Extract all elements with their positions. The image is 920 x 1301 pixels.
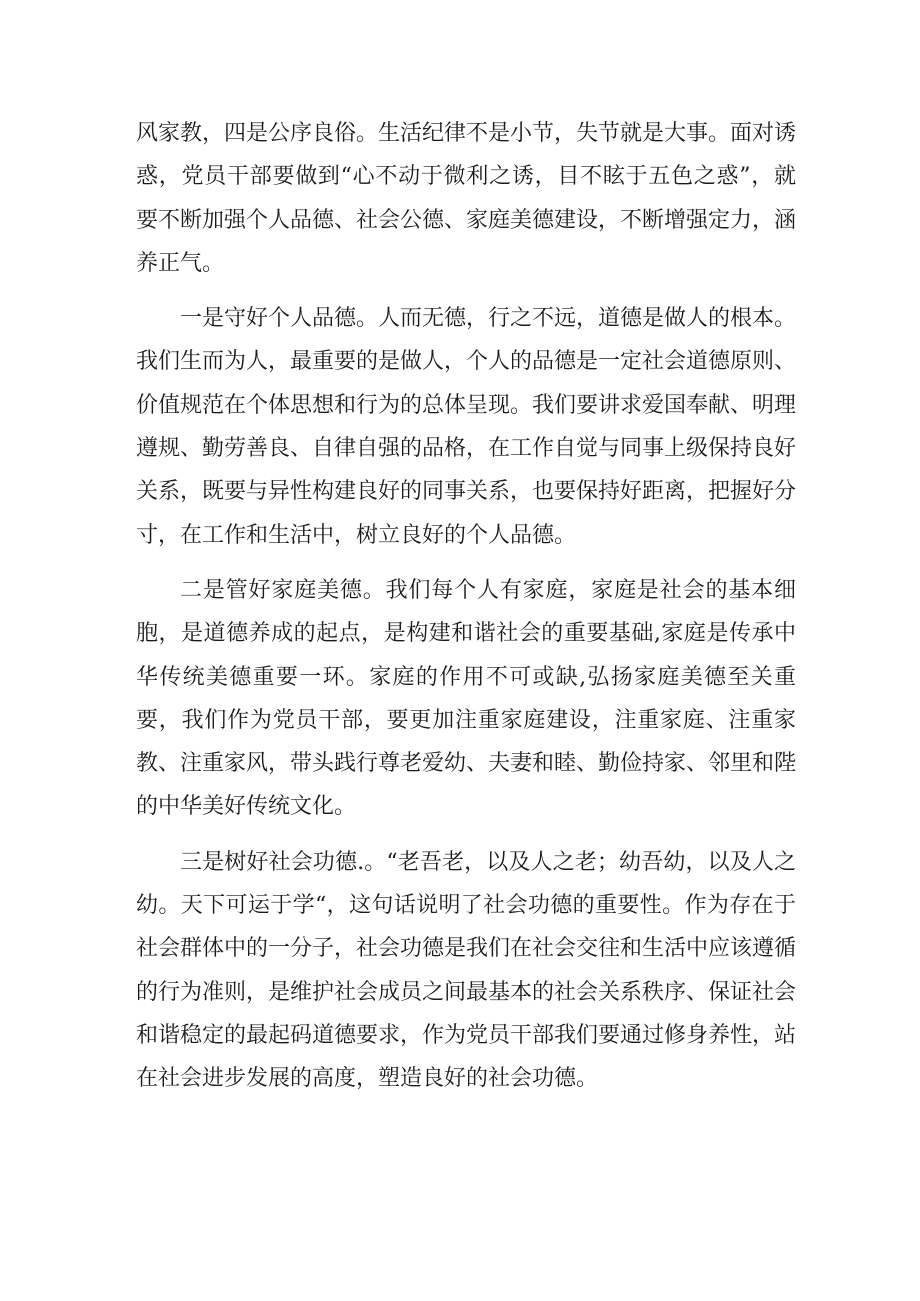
paragraph-continuation: 风家教，四是公序良俗。生活纪律不是小节，失节就是大事。面对诱惑，党员干部要做到“心不动于微利之诱，目不眩于五色之惑”，就要不断加强个人品德、社会公德、家庭美德建设，不断增强定力，涵养正气。	[136, 121, 797, 276]
paragraph-personal-virtue: 一是守好个人品德。人而无德，行之不远，道德是做人的根本。我们生而为人，最重要的是做人，个人的品德是一定社会道德原则、价值规范在个体思想和行为的总体呈现。我们要讲求爱国奉献、明理遵规、勤劳善良、自律自强的品格，在工作自觉与同事上级保持良好关系，既要与异性构建良好的同事关系，也要保持好距离，把握好分寸，在工作和生活中，树立良好的个人品德。	[136, 306, 797, 548]
paragraph-family-virtue: 二是管好家庭美德。我们每个人有家庭，家庭是社会的基本细胞，是道德养成的起点，是构建和谐社会的重要基础,家庭是传承中华传统美德重要一环。家庭的作用不可或缺,弘扬家庭美德至关重要，我们作为党员干部，要更加注重家庭建设，注重家庭、注重家教、注重家风，带头践行尊老爱幼、夫妻和睦、勤俭持家、邻里和陛的中华美好传统文化。	[136, 577, 797, 820]
paragraph-social-virtue: 三是树好社会功德.。“老吾老，以及人之老；幼吾幼，以及人之幼。天下可运于学“，这句话说明了社会功德的重要性。作为存在于社会群体中的一分子，社会功德是我们在社会交往和生活中应该遵循的行为准则，是维护社会成员之间最基本的社会关系秩序、保证社会和谐稳定的最起码道德要求，作为党员干部我们要通过修身养性，站在社会进步发展的高度，塑造良好的社会功德。	[136, 849, 797, 1092]
document-body	[136, 112, 796, 1101]
